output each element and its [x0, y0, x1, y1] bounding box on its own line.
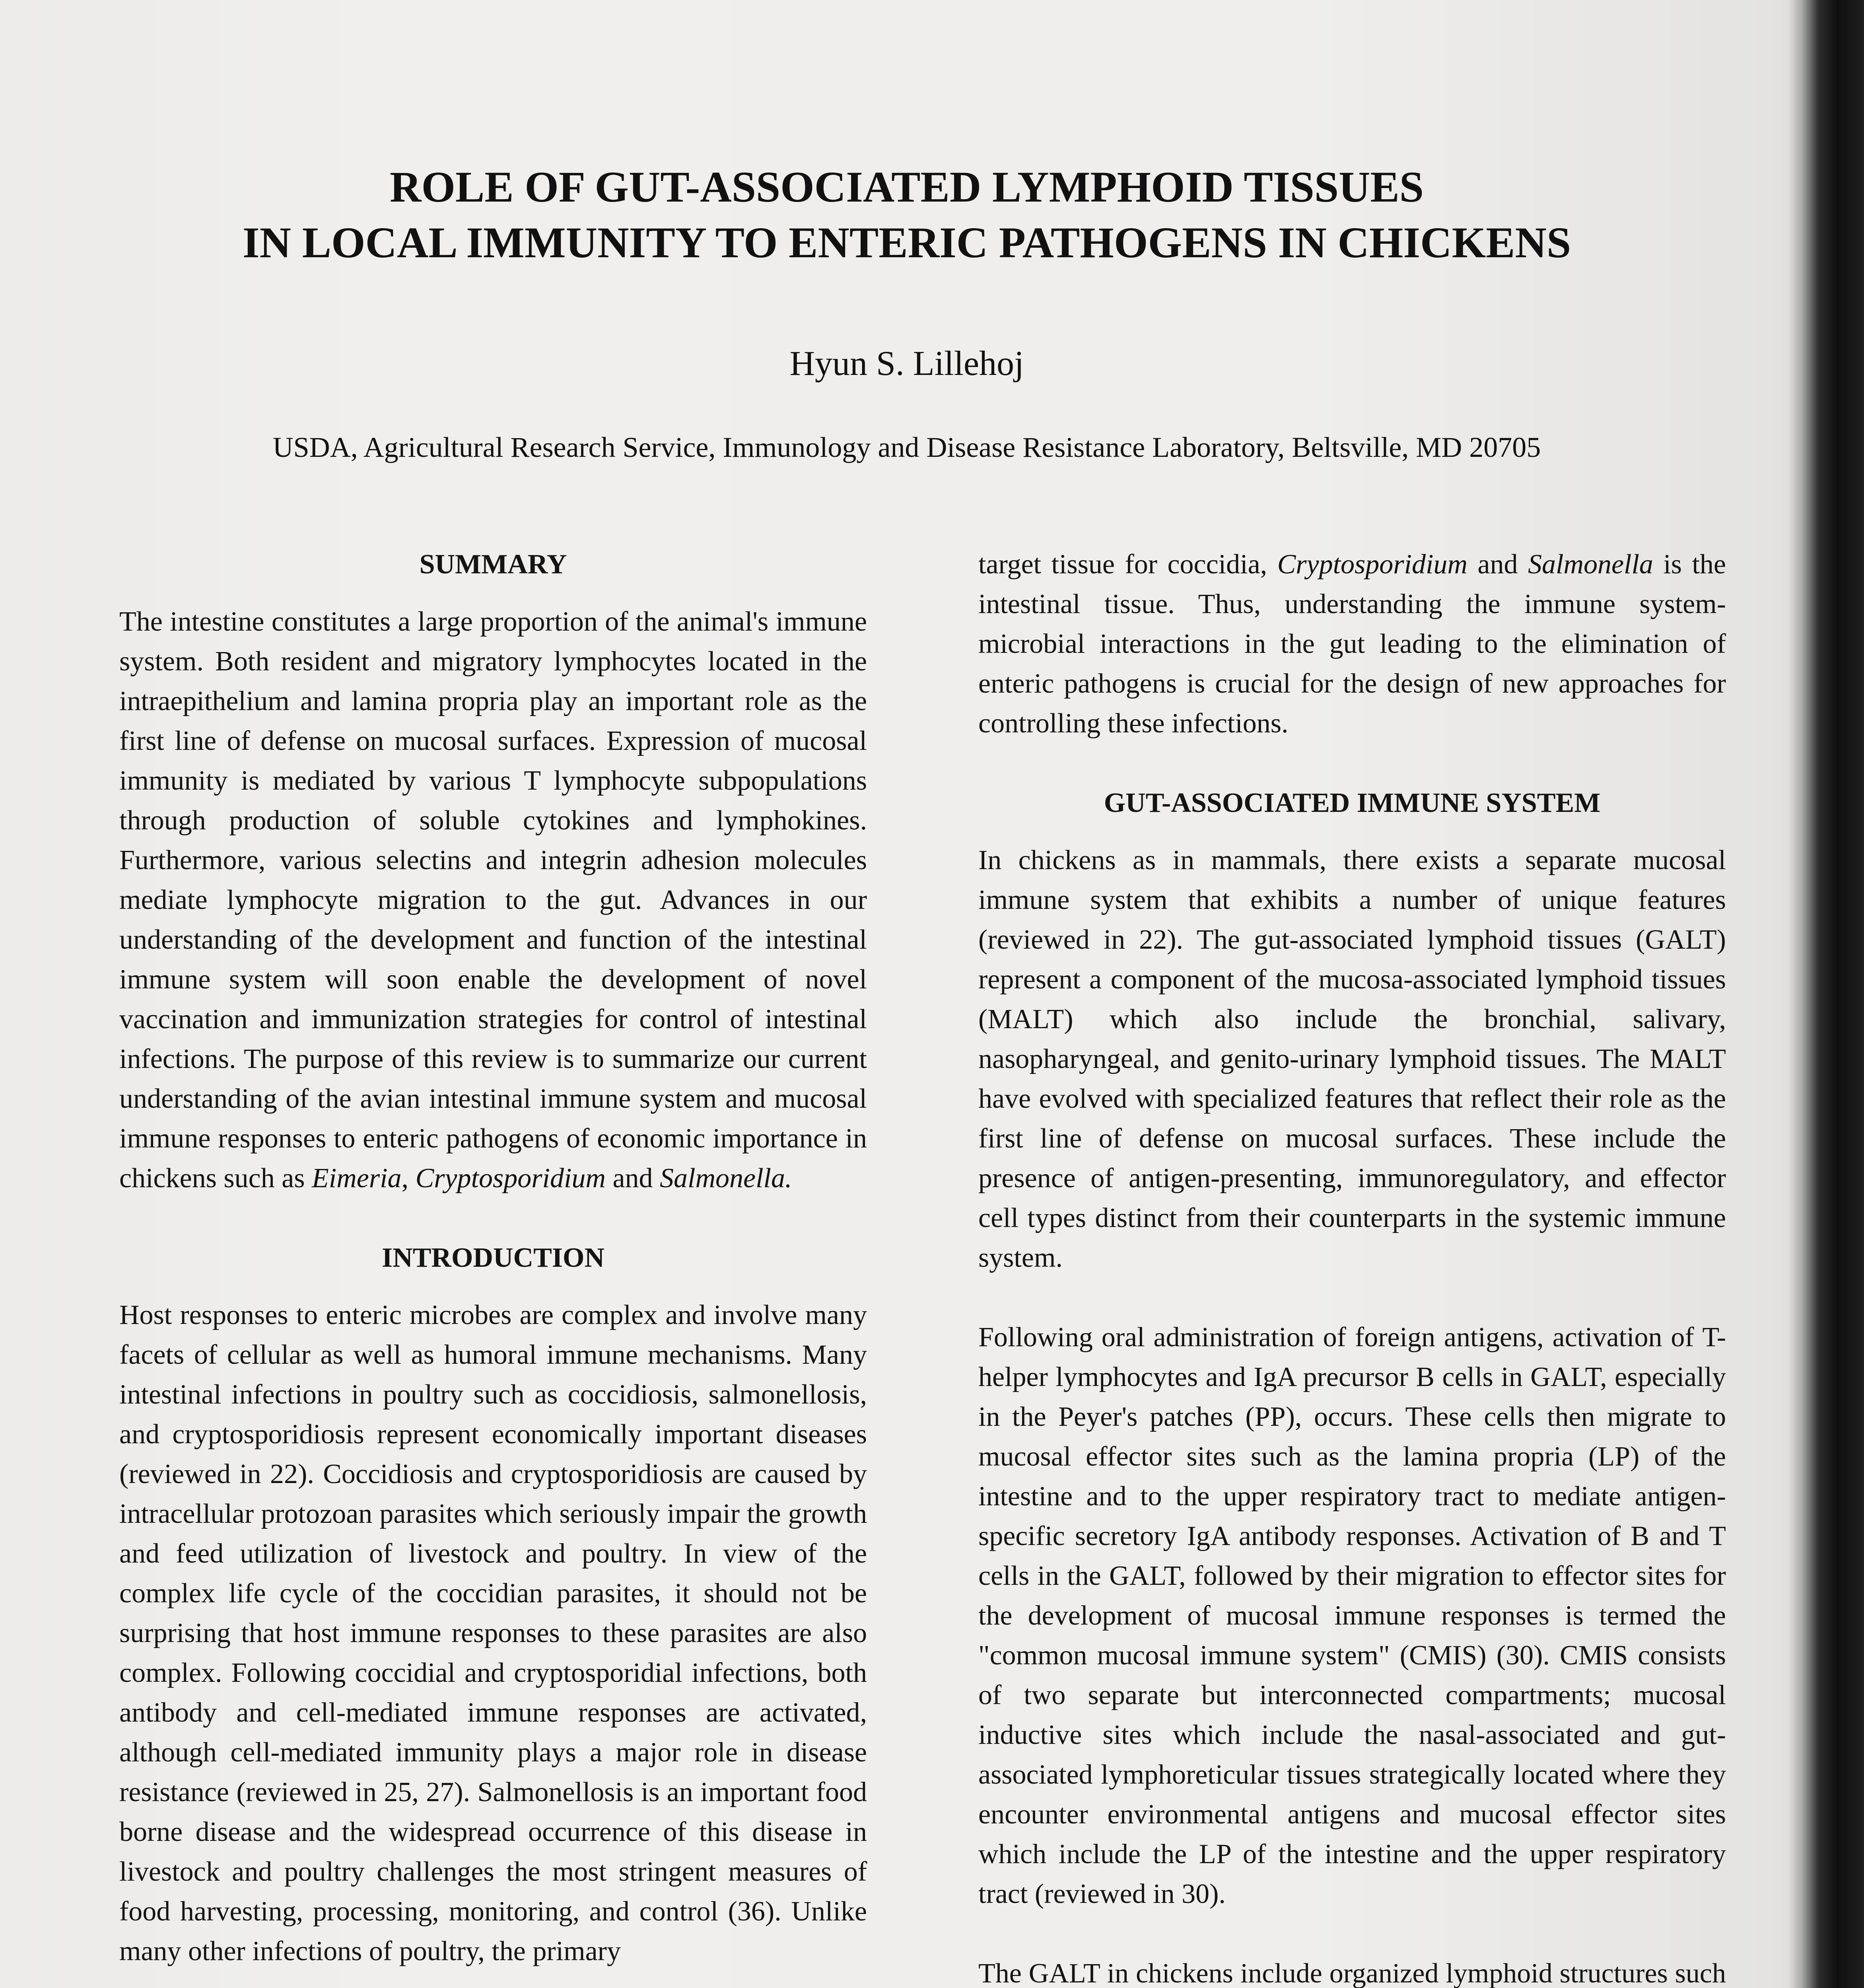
galt-heading: GUT-ASSOCIATED IMMUNE SYSTEM [1104, 788, 1601, 818]
title-line-1: ROLE OF GUT-ASSOCIATED LYMPHOID TISSUES [390, 163, 1424, 211]
continuation-text-a: target tissue for coccidia, [978, 549, 1277, 580]
author-name: Hyun S. Lillehoj [789, 344, 1024, 383]
summary-cryptosporidium: Cryptosporidium [415, 1163, 606, 1194]
summary-sep-1: , [401, 1163, 416, 1194]
paper-title [119, 159, 1694, 270]
galt-paragraph-2: Following oral administration of foreign antigens, activation of T-helper lymphocytes and IgA precursor B cells in GALT, especially in the Peyer's patches (PP), occurs. These cells then migrate to mucosal effector sites such as the lamina propria (LP) of the intestine and to the upper respiratory tract to mediate antigen-specific secretory IgA antibody responses. Activation of B and T cells in the GALT, followed by their migration to effector sites for the development of mucosal immune responses is termed the "common mucosal immune system" (CMIS) (30). CMIS consists of two separate but interconnected compartments; mucosal inductive sites which include the nasal-associated and gut-associated lymphoreticular tissues strategically located where they encounter environmental antigens and mucosal effector sites which include the LP of the intestine and the upper respiratory tract (reviewed in 30). [978, 1322, 1726, 1909]
summary-text: The intestine constitutes a large proportion of the animal's immune system. Both resident and migratory lymphocytes located in the intraepithelium and lamina propria play an important role as the first line of defense on mucosal surfaces. Expression of mucosal immunity is mediated by various T lymphocyte subpopulations through production of soluble cytokines and lymphokines. Furthermore, various selectins and integrin adhesion molecules mediate lymphocyte migration to the gut. Advances in our understanding of the development and function of the intestinal immune system will soon enable the development of novel vaccination and immunization strategies for control of intestinal infections. The purpose of this review is to summarize our current understanding of the avian intestinal immune system and mucosal immune responses to enteric pathogens of economic importance in chickens such as [119, 606, 867, 1194]
continuation-text-c: is the intestinal tissue. Thus, understanding the immune system-microbial interactions in the gut leading to the elimination of enteric pathogens is crucial for the design of new approaches for controlling these infections. [978, 549, 1726, 739]
right-column [978, 545, 1726, 1988]
summary-salmonella: Salmonella. [660, 1163, 792, 1194]
continuation-text-b: and [1467, 549, 1528, 580]
author-affiliation: USDA, Agricultural Research Service, Immunology and Disease Resistance Laboratory, Beltsville, MD 20705 [272, 431, 1541, 463]
summary-heading: SUMMARY [419, 549, 567, 580]
book-spine-shadow [1788, 0, 1864, 1988]
introduction-paragraph: Host responses to enteric microbes are complex and involve many facets of cellular as well as humoral immune mechanisms. Many intestinal infections in poultry such as coccidiosis, salmonellosis, and cryptosporidiosis represent economically important diseases (reviewed in 22). Coccidiosis and cryptosporidiosis are caused by intracellular protozoan parasites which seriously impair the growth and feed utilization of livestock and poultry. In view of the complex life cycle of the coccidian parasites, it should not be surprising that host immune responses to these parasites are also complex. Following coccidial and cryptosporidial infections, both antibody and cell-mediated immune responses are activated, although cell-mediated immunity plays a major role in disease resistance (reviewed in 25, 27). Salmonellosis is an important food borne disease and the widespread occurrence of this disease in livestock and poultry challenges the most stringent measures of food harvesting, processing, monitoring, and control (36). Unlike many other infections of poultry, the primary [119, 1300, 867, 1967]
continuation-salmonella: Salmonella [1528, 549, 1653, 580]
left-column [119, 545, 867, 1971]
continuation-paragraph [978, 545, 1726, 744]
summary-eimeria: Eimeria [312, 1163, 402, 1194]
summary-paragraph [119, 602, 867, 1198]
continuation-cryptosporidium: Cryptosporidium [1277, 549, 1467, 580]
introduction-heading: INTRODUCTION [381, 1242, 605, 1273]
galt-paragraph-1: In chickens as in mammals, there exists a separate mucosal immune system that exhibits a number of unique features (reviewed in 22). The gut-associated lymphoid tissues (GALT) represent a component of the mucosa-associated lymphoid tissues (MALT) which also include the bronchial, salivary, nasopharyngeal, and genito-urinary lymphoid tissues. The MALT have evolved with specialized features that reflect their role as the first line of defense on mucosal surfaces. These include the presence of antigen-presenting, immunoregulatory, and effector cell types distinct from their counterparts in the systemic immune system. [978, 845, 1726, 1273]
title-line-2: IN LOCAL IMMUNITY TO ENTERIC PATHOGENS IN CHICKENS [242, 218, 1571, 267]
galt-paragraph-3: The GALT in chickens include organized lymphoid structures such [978, 1958, 1726, 1988]
summary-sep-2: and [605, 1163, 660, 1194]
